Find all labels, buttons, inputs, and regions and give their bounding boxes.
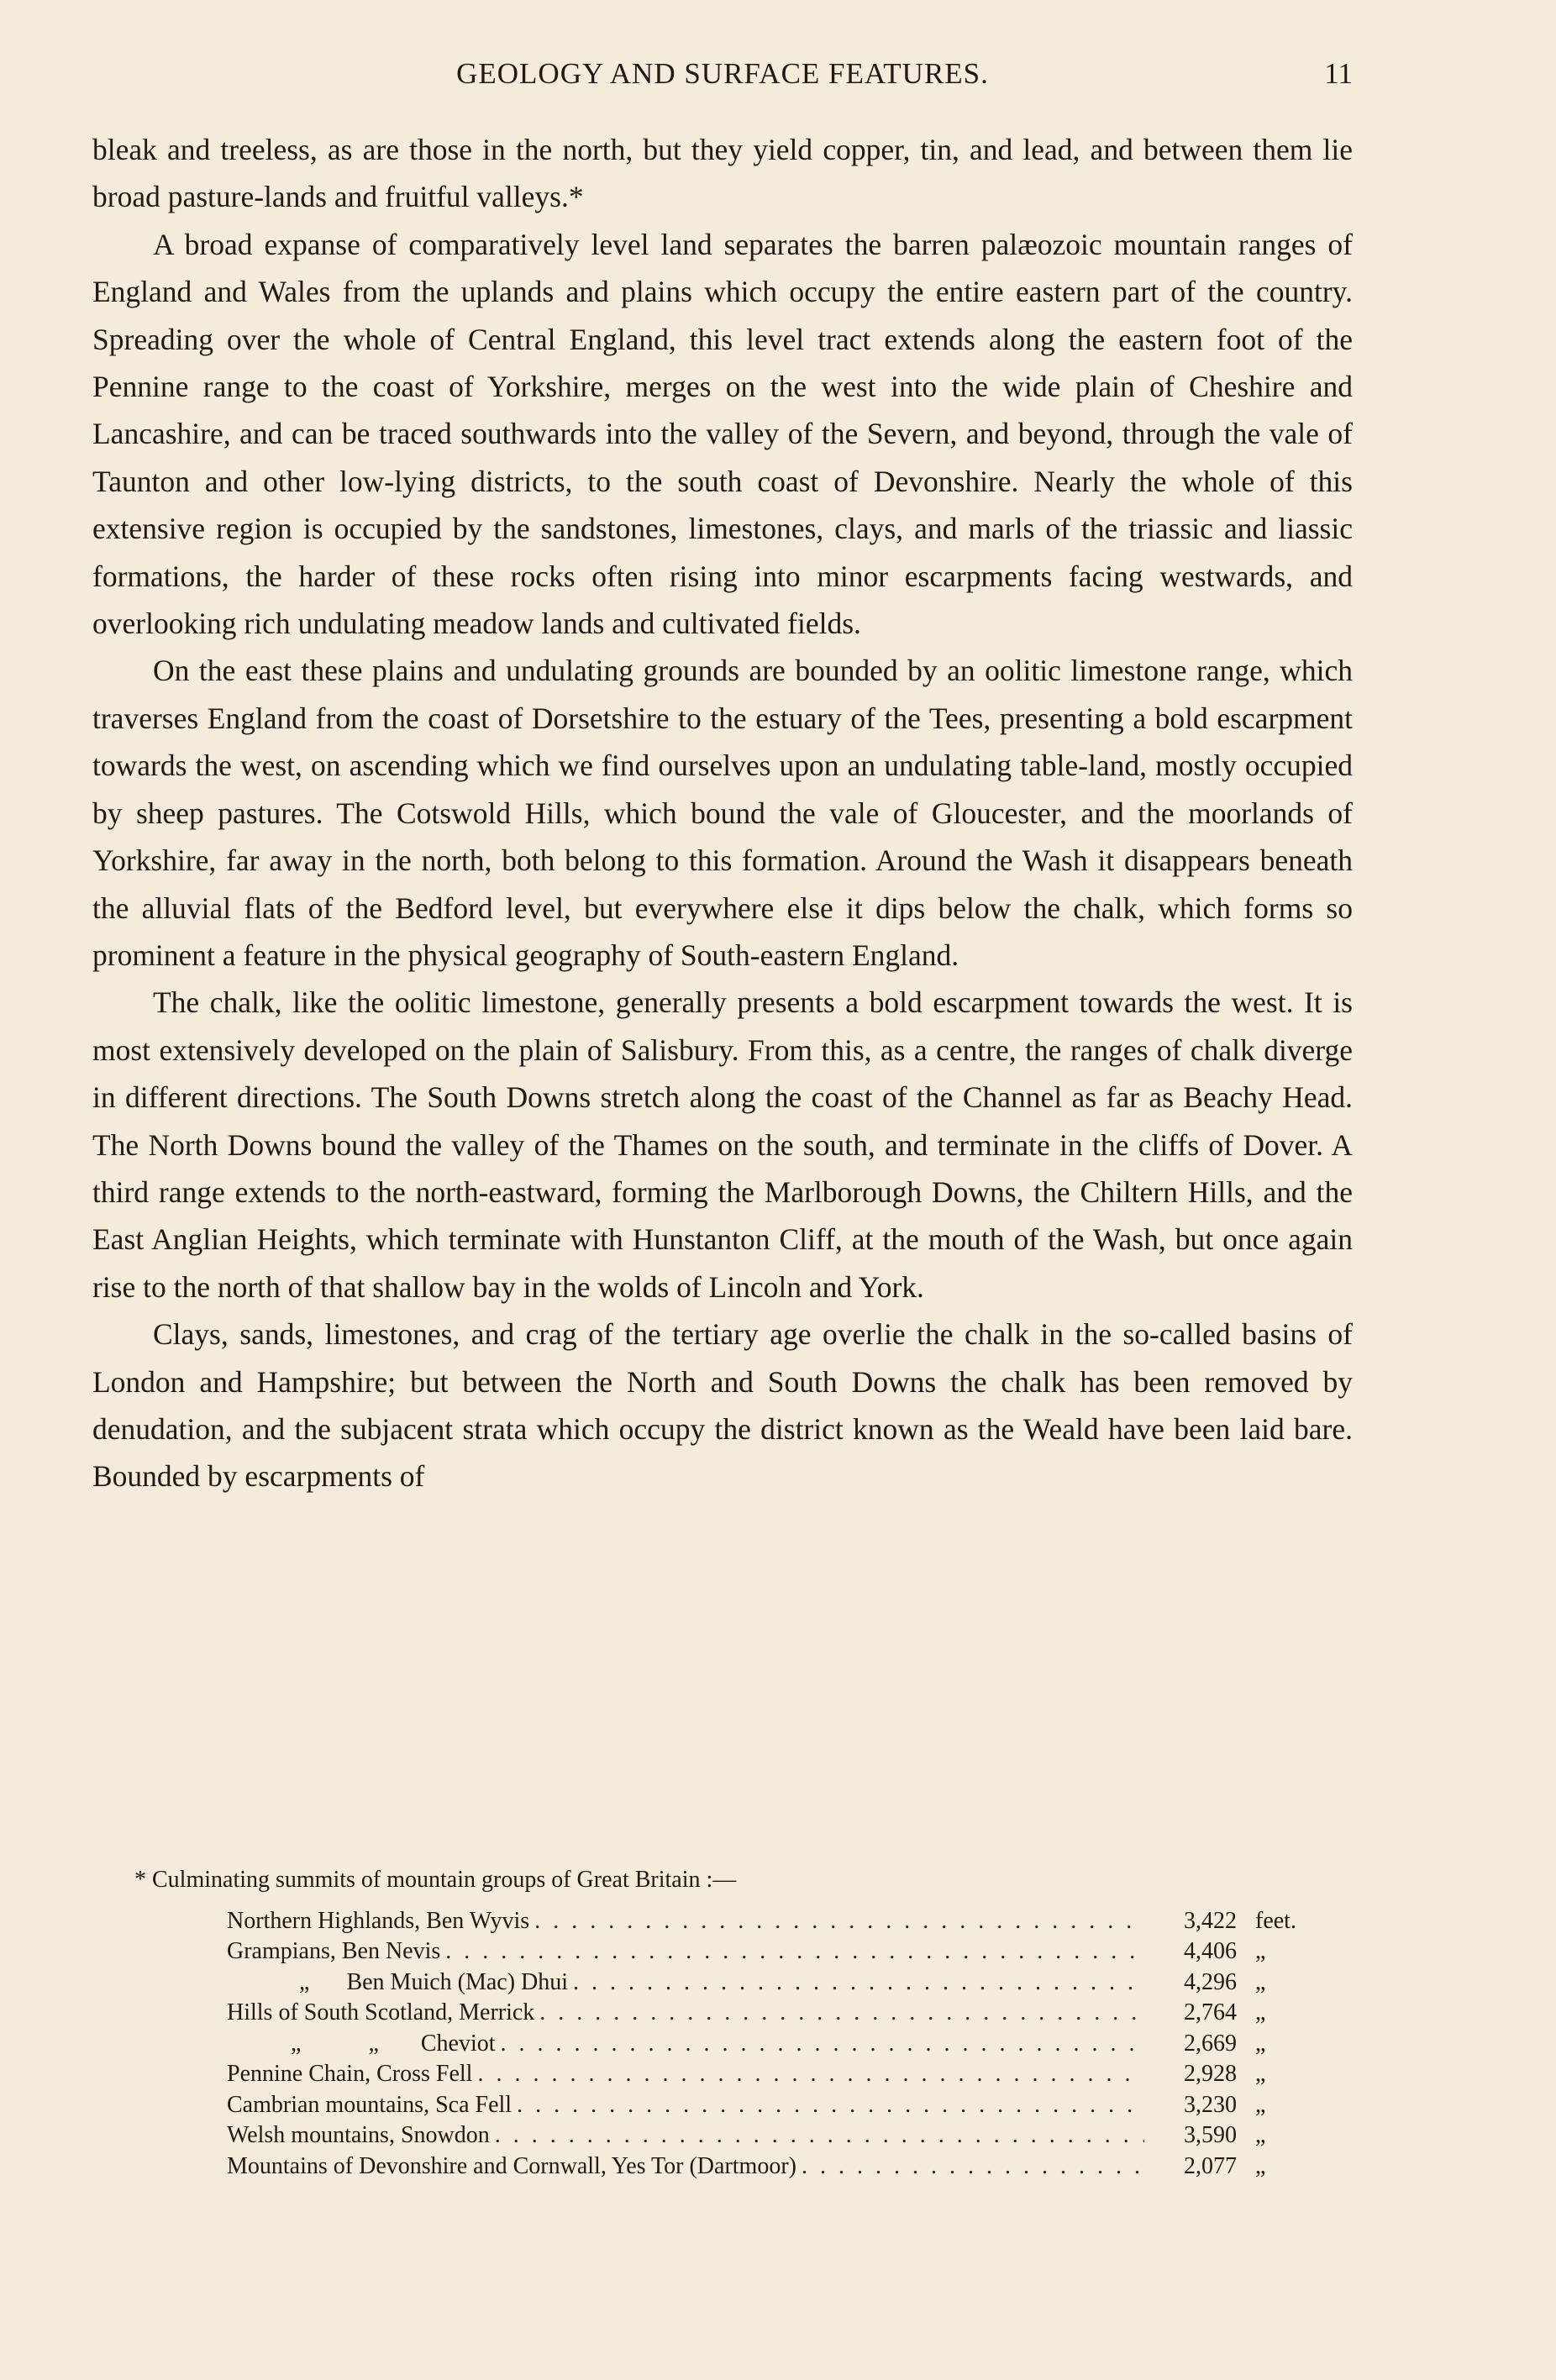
footnote-heading: * Culminating summits of mountain groups of Great Britain :— — [134, 1867, 737, 1893]
summit-name: Mountains of Devonshire and Cornwall, Yes Tor (Dartmoor) — [227, 2152, 796, 2179]
dot-leader — [512, 2090, 1144, 2121]
ditto-mark: „ — [291, 2030, 302, 2057]
paragraph: On the east these plains and undulating grounds are bounded by an oolitic limestone range, which traverses England from the coast of Dorsetshire to the estuary of the Tees, presenting a bold escarpment towards the west, on ascending which we find ourselves upon an undulating table-land, mostly occupied by sheep pastures. The Cotswold Hills, which bound the vale of Gloucester, and the moorlands of Yorkshire, far away in the north, both belong to this formation. Around the Wash it disappears beneath the alluvial flats of the Bedford level, but everywhere else it dips below the chalk, which forms so prominent a feature in the physical geography of South-eastern England. — [92, 654, 1353, 972]
running-title: GEOLOGY AND SURFACE FEATURES. — [456, 57, 989, 90]
summit-row — [227, 2059, 1321, 2090]
summit-unit: „ — [1255, 1999, 1266, 2025]
summit-unit: „ — [1255, 2122, 1266, 2148]
summit-name: Grampians, Ben Nevis — [227, 1938, 441, 1964]
dot-leader — [796, 2151, 1144, 2183]
dot-leader — [490, 2120, 1144, 2151]
dot-leader — [534, 1998, 1144, 2029]
summit-name: Hills of South Scotland, Merrick — [227, 1999, 535, 2025]
summit-height: 4,296 — [1184, 1968, 1237, 1995]
summit-row — [227, 2090, 1321, 2121]
paragraph-continuation: bleak and treeless, as are those in the north, but they yield copper, tin, and lead, and between them lie broad pasture-lands and fruitful valleys.* — [92, 133, 1353, 214]
paragraph: Clays, sands, limestones, and crag of the tertiary age overlie the chalk in the so-called basins of London and Hampshire; but between the North and South Downs the chalk has been removed by denudation, and the subjacent strata which occupy the district known as the Weald have been laid bare. Bounded by escarpments of — [92, 1317, 1353, 1494]
summit-unit: „ — [1255, 2030, 1266, 2057]
summit-height: 2,764 — [1184, 1999, 1237, 2025]
summit-unit: „ — [1255, 2091, 1266, 2118]
paragraph: A broad expanse of comparatively level land separates the barren palæozoic mountain ranges of England and Wales from the uplands and plains which occupy the entire eastern part of the country. Spreading over the whole of Central England, this level tract extends along the eastern foot of the Pennine range to the coast of Yorkshire, merges on the west into the wide plain of Cheshire and Lancashire, and can be traced southwards into the valley of the Severn, and beyond, through the vale of Taunton and other low-lying districts, to the south coast of Devonshire. Nearly the whole of this extensive region is occupied by the sandstones, limestones, clays, and marls of the triassic and liassic formations, the harder of these rocks often rising into minor escarpments facing westwards, and overlooking rich undulating meadow lands and cultivated fields. — [92, 227, 1353, 641]
paragraph: The chalk, like the oolitic limestone, generally presents a bold escarpment towards the west. It is most extensively developed on the plain of Salisbury. From this, as a centre, the ranges of chalk diverge in different directions. The South Downs stretch along the coast of the Channel as far as Beachy Head. The North Downs bound the valley of the Thames on the south, and terminate in the cliffs of Dover. A third range extends to the north-eastward, forming the Marlborough Downs, the Chiltern Hills, and the East Anglian Heights, which terminate with Hunstanton Cliff, at the mouth of the Wash, but once again rise to the north of that shallow bay in the wolds of Lincoln and York. — [92, 985, 1353, 1304]
summit-row — [227, 1968, 1321, 1999]
summit-height: 4,406 — [1184, 1938, 1237, 1964]
summit-unit: „ — [1255, 1968, 1266, 1995]
summit-height: 3,422 — [1184, 1907, 1237, 1934]
dot-leader — [568, 1968, 1144, 1999]
ditto-mark: „ — [299, 1968, 310, 1995]
summit-height: 2,077 — [1184, 2152, 1237, 2179]
running-head — [92, 57, 1353, 99]
summit-unit: „ — [1255, 2061, 1266, 2087]
page-number: 11 — [1324, 57, 1353, 90]
summit-unit: feet. — [1255, 1907, 1296, 1934]
summit-peak: Cheviot — [420, 2030, 496, 2057]
footnote — [134, 1865, 1353, 2182]
summit-name — [227, 2029, 496, 2060]
summit-row — [227, 2151, 1321, 2183]
summit-row — [227, 1906, 1321, 1937]
summit-height: 3,590 — [1184, 2122, 1237, 2148]
summit-height: 2,928 — [1184, 2061, 1237, 2087]
dot-leader — [496, 2029, 1144, 2060]
summit-row — [227, 1936, 1321, 1968]
summit-table — [227, 1906, 1321, 2183]
summit-name: Welsh mountains, Snowdon — [227, 2122, 490, 2148]
summit-row — [227, 1998, 1321, 2029]
summit-unit: „ — [1255, 2152, 1266, 2179]
summit-row — [227, 2120, 1321, 2151]
ditto-mark: „ — [368, 2030, 379, 2057]
summit-name: Cambrian mountains, Sca Fell — [227, 2091, 513, 2118]
summit-name: Northern Highlands, Ben Wyvis — [227, 1907, 530, 1934]
dot-leader — [529, 1906, 1144, 1937]
summit-height: 2,669 — [1184, 2030, 1237, 2057]
dot-leader — [440, 1936, 1144, 1968]
summit-name — [227, 1968, 568, 1999]
summit-name: Pennine Chain, Cross Fell — [227, 2061, 473, 2087]
summit-peak: Ben Muich (Mac) Dhui — [346, 1968, 569, 1995]
summit-row — [227, 2029, 1321, 2060]
body-text — [92, 126, 1353, 1500]
dot-leader — [472, 2059, 1144, 2090]
summit-height: 3,230 — [1184, 2091, 1237, 2118]
summit-unit: „ — [1255, 1938, 1266, 1964]
